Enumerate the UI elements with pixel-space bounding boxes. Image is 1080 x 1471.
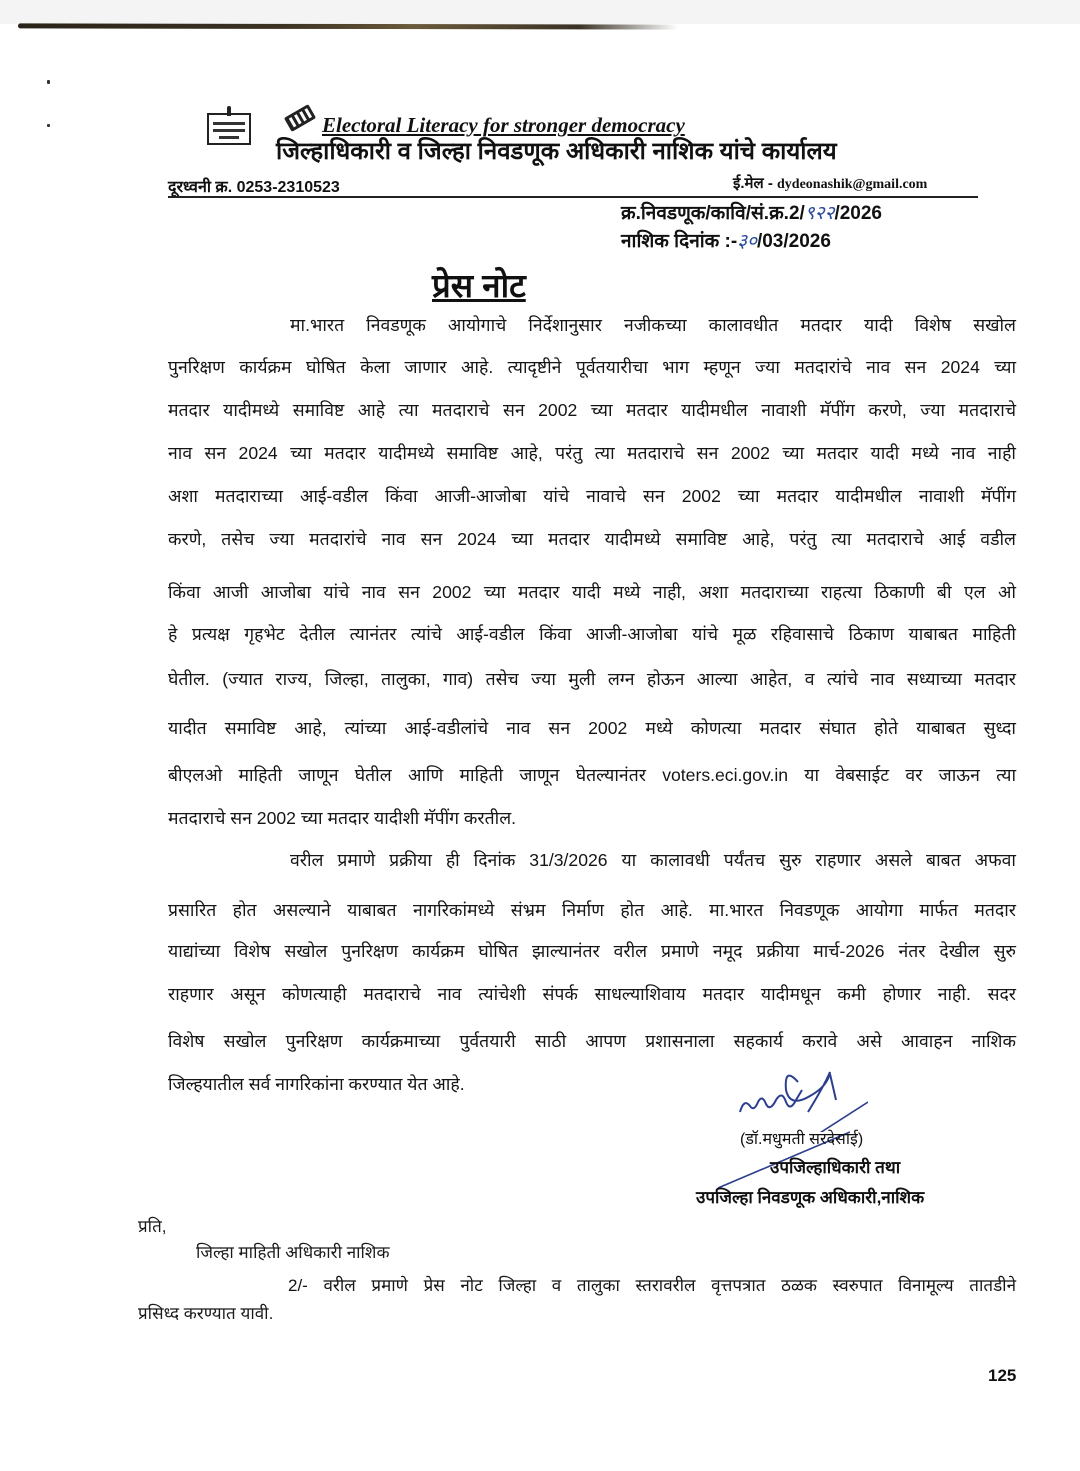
paragraph1-line: घेतील. (ज्यात राज्य, जिल्हा, तालुका, गाव) तसेच ज्या मुली लग्न होऊन आल्या आहेत, व त्यांचे नाव सध्याच्या मतदार	[168, 669, 1016, 689]
reference-suffix: /2026	[834, 203, 882, 224]
paragraph1-line: करणे, तसेच ज्या मतदारांचे नाव सन 2024 च्या मतदार यादीमध्ये समाविष्ट आहे, परंतु त्या मतदाराचे आई वडील	[168, 529, 1016, 549]
phone-label: दूरध्वनी क्र.	[168, 179, 233, 196]
handwritten-signature	[718, 1062, 868, 1132]
scan-speck	[47, 124, 50, 127]
email-address: dydeonashik@gmail.com	[777, 177, 928, 192]
scan-top-band	[0, 0, 1080, 24]
paragraph2-line: याद्यांच्या विशेष सखोल पुनरिक्षण कार्यक्रम घोषित झाल्यानंतर वरील प्रमाणे नमूद प्रक्रीया मार्च-2026 नंतर देखील सुरु	[168, 941, 1016, 961]
signatory-designation-1: उपजिल्हाधिकारी तथा	[770, 1158, 901, 1177]
paragraph1-line: मतदार यादीमध्ये समाविष्ट आहे त्या मतदाराचे सन 2002 च्या मतदार यादीमधील नावाशी मॅपींग करणे, ज्या मतदाराचे	[168, 400, 1016, 420]
email-line	[733, 173, 927, 193]
signatory-designation-2: उपजिल्हा निवडणूक अधिकारी,नाशिक	[696, 1188, 925, 1207]
state-election-logo	[207, 113, 251, 145]
scan-speck	[47, 80, 50, 84]
page-number: 125	[988, 1366, 1017, 1385]
letterhead-slogan: Electoral Literacy for stronger democracy	[322, 113, 685, 137]
paragraph1-line: बीएलओ माहिती जाणून घेतील आणि माहिती जाणून घेतल्यानंतर voters.eci.gov.in या वेबसाईट वर जाऊन त्या	[168, 765, 1016, 785]
paragraph2-line: वरील प्रमाणे प्रक्रीया ही दिनांक 31/3/2026 या कालावधी पर्यंतच सुरु राहणार असले बाबत अफवा	[290, 850, 1016, 870]
paragraph2-line: जिल्हयातील सर्व नागरिकांना करण्यात येत आहे.	[168, 1074, 465, 1094]
copy-to-recipient: जिल्हा माहिती अधिकारी नाशिक	[196, 1243, 390, 1262]
reference-prefix: क्र.निवडणूक/कावि/सं.क्र.2/	[621, 203, 805, 224]
date-prefix: नाशिक दिनांक :-	[621, 231, 738, 252]
paragraph1-line: मा.भारत निवडणूक आयोगाचे निर्देशानुसार नजीकच्या कालावधीत मतदार यादी विशेष सखोल	[290, 315, 1016, 335]
date-handwritten-day: ३०	[737, 230, 757, 252]
paragraph1-line: किंवा आजी आजोबा यांचे नाव सन 2002 च्या मतदार यादी मध्ये नाही, अशा मतदाराच्या राहत्या ठिकाणी बी एल ओ	[168, 582, 1016, 602]
reference-handwritten-number: ९२२	[804, 202, 835, 224]
reference-number	[621, 199, 882, 225]
eci-logo	[283, 104, 317, 132]
signatory-name: (डॉ.मधुमती सरदेसाई)	[740, 1131, 864, 1148]
copy-instruction-line-1: 2/- वरील प्रमाणे प्रेस नोट जिल्हा व तालुका स्तरावरील वृत्तपत्रात ठळक स्वरुपात विनामूल्य तातडीने	[288, 1276, 1016, 1295]
phone-line	[168, 175, 340, 197]
copy-to-label: प्रति,	[138, 1217, 167, 1236]
paragraph1-line: नाव सन 2024 च्या मतदार यादीमध्ये समाविष्ट आहे, परंतु त्या मतदाराचे सन 2002 च्या मतदार यादी मध्ये नाव नाही	[168, 443, 1016, 463]
document-title: प्रेस नोट	[432, 267, 526, 304]
paragraph1-line: यादीत समाविष्ट आहे, त्यांच्या आई-वडीलांचे नाव सन 2002 मध्ये कोणत्या मतदार संघात होते याबाबत सुध्दा	[168, 718, 1016, 738]
paragraph2-line: विशेष सखोल पुनरिक्षण कार्यक्रमाच्या पुर्वतयारी साठी आपण प्रशासनाला सहकार्य करावे असे आवाहन नाशिक	[168, 1031, 1016, 1051]
paragraph1-line: पुनरिक्षण कार्यक्रम घोषित केला जाणार आहे. त्यादृष्टीने पूर्वतयारीचा भाग म्हणून ज्या मतदारांचे नाव सन 2024 च्या	[168, 357, 1016, 377]
paragraph1-line: हे प्रत्यक्ष गृहभेट देतील त्यानंतर त्यांचे आई-वडील किंवा आजी-आजोबा यांचे मूळ रहिवासाचे ठिकाण याबाबत माहिती	[168, 624, 1016, 644]
paragraph1-line: अशा मतदाराच्या आई-वडील किंवा आजी-आजोबा यांचे नावाचे सन 2002 च्या मतदार यादीमधील नावाशी मॅपींग	[168, 486, 1016, 506]
phone-number: 0253-2310523	[236, 179, 340, 196]
office-title: जिल्हाधिकारी व जिल्हा निवडणूक अधिकारी नाशिक यांचे कार्यालय	[276, 138, 837, 165]
document-date	[621, 227, 831, 253]
paragraph2-line: राहणार असून कोणत्याही मतदाराचे नाव त्यांचेशी संपर्क साधल्याशिवाय मतदार यादीमधून कमी होणार नाही. सदर	[168, 984, 1016, 1004]
email-label: ई.मेल -	[733, 175, 773, 192]
paragraph2-line: प्रसारित होत असल्याने याबाबत नागरिकांमध्ये संभ्रम निर्माण होत आहे. मा.भारत निवडणूक आयोगा मार्फत मतदार	[168, 900, 1016, 920]
scan-edge-shadow	[18, 23, 678, 29]
copy-instruction-line-2: प्रसिध्द करण्यात यावी.	[138, 1304, 274, 1323]
letterhead-divider	[168, 196, 978, 198]
paragraph1-line: मतदाराचे सन 2002 च्या मतदार यादीशी मॅपींग करतील.	[168, 808, 517, 828]
date-suffix: /03/2026	[756, 231, 831, 252]
